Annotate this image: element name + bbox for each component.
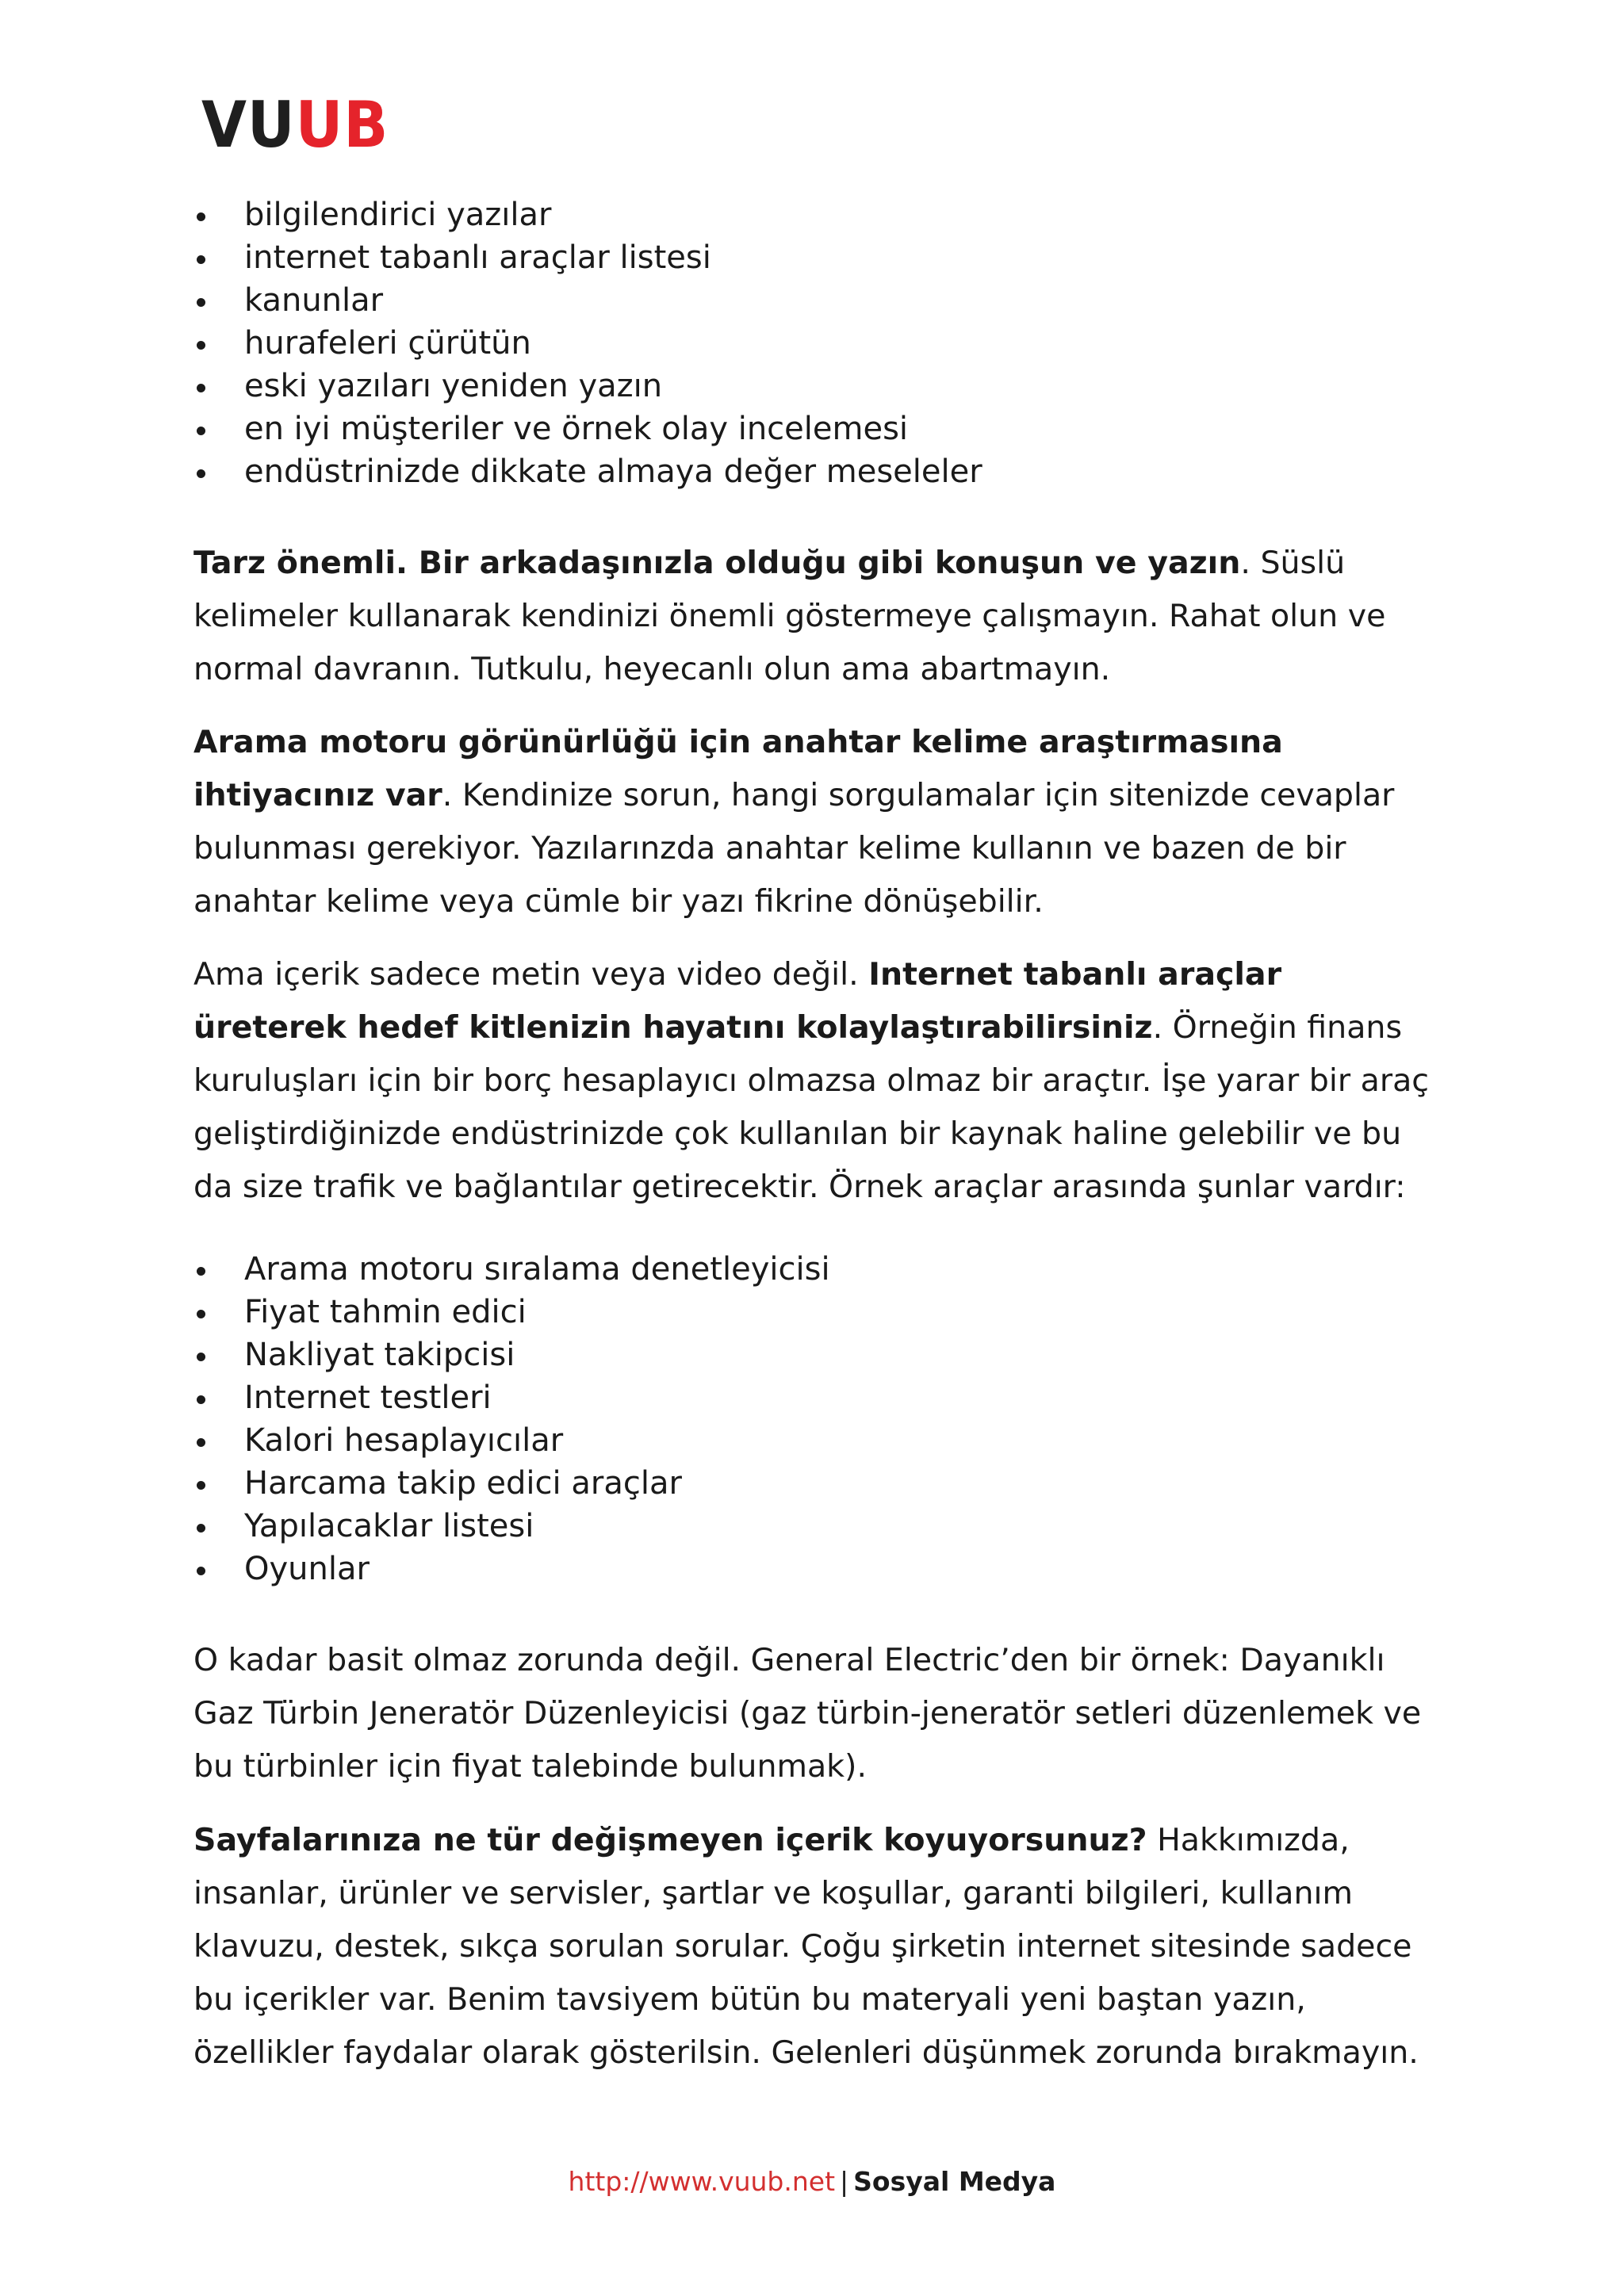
bullet-icon xyxy=(197,255,205,264)
paragraph-style xyxy=(193,537,1431,696)
paragraph-keyword-text: . Kendinize sorun, hangi sorgulamalar için sitenizde cevaplar bulunması gerekiyor. Yazılarınzda anahtar kelime kullanın ve bazen de bir anahtar kelime veya cümle bir yazı fikrine dönüşebilir. xyxy=(193,777,1395,920)
bullet-icon xyxy=(197,298,205,307)
list-item: bilgilendirici yazılar xyxy=(193,193,982,236)
list-item: Internet testleri xyxy=(193,1376,830,1419)
paragraph-tools-text: . Örneğin finans kuruluşları için bir borç hesaplayıcı olmazsa olmaz bir araçtır. İşe yarar bir araç geliştirdiğinizde endüstrinizde çok kullanılan bir kaynak haline gelebilir ve bu da size trafik ve bağlantılar getirecektir. Örnek araçlar arasında şunlar vardır: xyxy=(193,1009,1429,1205)
bullet-icon xyxy=(197,341,205,350)
bullet-icon xyxy=(197,1481,205,1490)
paragraph-ge-example xyxy=(193,1634,1431,1793)
bullet-icon xyxy=(197,1438,205,1447)
paragraph-tools-bold: Internet tabanlı araçlar üreterek hedef kitlenizin hayatını kolaylaştırabilirsiniz xyxy=(193,956,1282,1046)
paragraph-style-text: . Süslü kelimeler kullanarak kendinizi önemli göstermeye çalışmayın. Rahat olun ve normal davranın. Tutkulu, heyecanlı olun ama abartmayın. xyxy=(193,545,1386,687)
footer-social-media: Sosyal Medya xyxy=(853,2166,1056,2197)
list-item: Fiyat tahmin edici xyxy=(193,1291,830,1334)
paragraph-style-bold: Tarz önemli. Bir arkadaşınızla olduğu gibi konuşun ve yazın xyxy=(193,545,1241,581)
footer-separator: | xyxy=(840,2166,849,2197)
content-types-list xyxy=(193,193,982,493)
bullet-icon xyxy=(197,212,205,221)
logo-vu: VU xyxy=(201,88,296,162)
page-footer xyxy=(0,2164,1624,2199)
list-item: Yapılacaklar listesi xyxy=(193,1505,830,1548)
paragraph-static-bold: Sayfalarınıza ne tür değişmeyen içerik koyuyorsunuz? xyxy=(193,1822,1147,1858)
bullet-icon xyxy=(197,469,205,478)
paragraph-ge-text: O kadar basit olmaz zorunda değil. General Electric’den bir örnek: Dayanıklı Gaz Türbin Jeneratör Düzenleyicisi (gaz türbin-jeneratör setleri düzenlemek ve bu türbinler için fiyat talebinde bulunmak). xyxy=(193,1642,1422,1785)
example-tools-list xyxy=(193,1248,830,1590)
list-item: hurafeleri çürütün xyxy=(193,322,982,365)
paragraph-keyword-research xyxy=(193,716,1431,928)
bullet-icon xyxy=(197,384,205,392)
bullet-icon xyxy=(197,1353,205,1361)
list-item: internet tabanlı araçlar listesi xyxy=(193,236,982,279)
logo-ub: UB xyxy=(295,88,389,162)
paragraph-tools-intro: Ama içerik sadece metin veya video değil. xyxy=(193,956,869,993)
bullet-icon xyxy=(197,1567,205,1575)
list-item: Kalori hesaplayıcılar xyxy=(193,1419,830,1462)
list-item: Harcama takip edici araçlar xyxy=(193,1462,830,1505)
list-item: kanunlar xyxy=(193,279,982,322)
paragraph-keyword-bold: Arama motoru görünürlüğü için anahtar kelime araştırmasına ihtiyacınız var xyxy=(193,724,1283,813)
vuub-logo xyxy=(201,88,389,162)
bullet-icon xyxy=(197,1524,205,1533)
list-item: eski yazıları yeniden yazın xyxy=(193,365,982,408)
bullet-icon xyxy=(197,1267,205,1276)
list-item: Oyunlar xyxy=(193,1548,830,1590)
list-item: en iyi müşteriler ve örnek olay incelemesi xyxy=(193,408,982,450)
paragraph-static-content xyxy=(193,1814,1431,2080)
list-item: Nakliyat takipcisi xyxy=(193,1334,830,1376)
bullet-icon xyxy=(197,1395,205,1404)
bullet-icon xyxy=(197,427,205,435)
bullet-icon xyxy=(197,1310,205,1318)
list-item: Arama motoru sıralama denetleyicisi xyxy=(193,1248,830,1291)
paragraph-online-tools xyxy=(193,948,1431,1214)
paragraph-static-text: Hakkımızda, insanlar, ürünler ve servisler, şartlar ve koşullar, garanti bilgileri, kullanım klavuzu, destek, sıkça sorulan sorular. Çoğu şirketin internet sitesinde sadece bu içerikler var. Benim tavsiyem bütün bu materyali yeni baştan yazın, özellikler faydalar olarak gösterilsin. Gelenleri düşünmek zorunda bırakmayın. xyxy=(193,1822,1419,2071)
list-item: endüstrinizde dikkate almaya değer meseleler xyxy=(193,450,982,493)
footer-url-link[interactable]: http://www.vuub.net xyxy=(568,2166,836,2197)
